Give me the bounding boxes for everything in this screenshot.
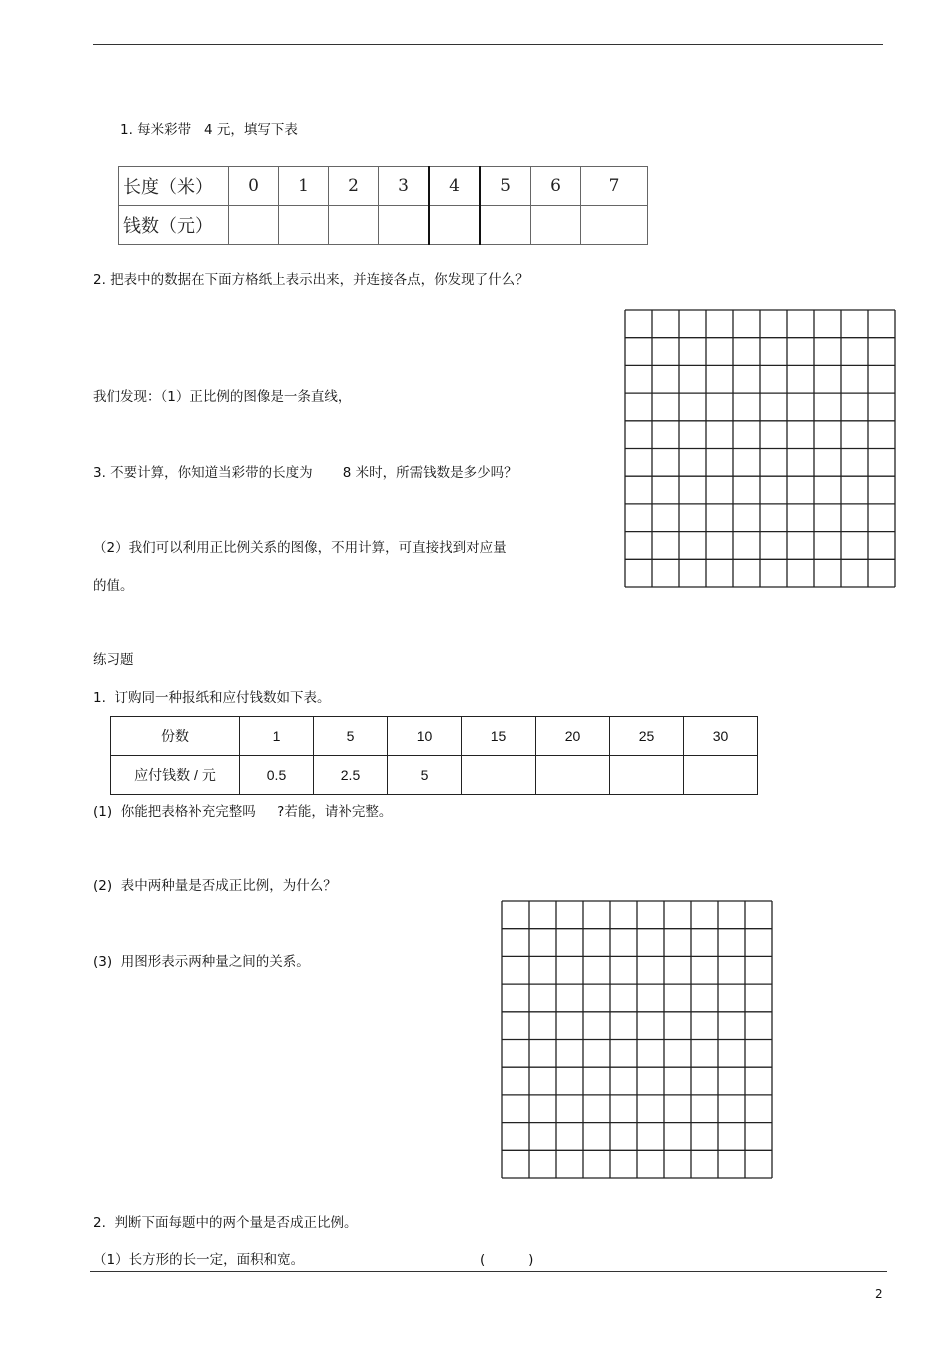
- payment-cell: [462, 756, 536, 795]
- finding-2: （2）我们可以利用正比例关系的图像，不用计算，可直接找到对应量: [93, 540, 507, 556]
- length-cell: 7: [581, 167, 648, 206]
- table-row: [119, 167, 648, 206]
- grid-paper-1: [624, 309, 896, 588]
- payment-cell: [610, 756, 684, 795]
- money-cell: [531, 206, 581, 245]
- copies-cell: 5: [314, 717, 388, 756]
- money-cell: [329, 206, 379, 245]
- length-cell: 4: [429, 167, 480, 206]
- sub-question-3: (3) 用图形表示两种量之间的关系。: [93, 954, 310, 970]
- sub-question-2: (2) 表中两种量是否成正比例，为什么？: [93, 878, 337, 894]
- payment-cell: [684, 756, 758, 795]
- exercise-1: 1. 订购同一种报纸和应付钱数如下表。: [93, 690, 331, 706]
- table-row: [111, 756, 758, 795]
- table-row: [119, 206, 648, 245]
- ribbon-price-table: [118, 166, 648, 245]
- payment-cell: 5: [388, 756, 462, 795]
- copies-cell: 1: [240, 717, 314, 756]
- length-cell: 3: [379, 167, 430, 206]
- copies-cell: 15: [462, 717, 536, 756]
- question-2: 2. 把表中的数据在下面方格纸上表示出来，并连接各点，你发现了什么？: [93, 272, 529, 288]
- exercise-2-item-1: （1）长方形的长一定，面积和宽。: [93, 1252, 305, 1268]
- header-rule: [93, 44, 883, 45]
- length-cell: 0: [229, 167, 279, 206]
- money-cell: [480, 206, 531, 245]
- copies-cell: 30: [684, 717, 758, 756]
- money-cell: [379, 206, 430, 245]
- money-cell: [581, 206, 648, 245]
- payment-cell: 0.5: [240, 756, 314, 795]
- money-cell: [229, 206, 279, 245]
- table-row: [111, 717, 758, 756]
- footer-rule: [90, 1271, 887, 1272]
- question-1: 1. 每米彩带 4 元，填写下表: [120, 122, 298, 138]
- grid-paper-2: [501, 900, 773, 1179]
- question-3: 3. 不要计算，你知道当彩带的长度为 8 米时，所需钱数是多少吗？: [93, 465, 518, 481]
- payment-cell: [536, 756, 610, 795]
- copies-header: 份数: [111, 717, 240, 756]
- length-header: 长度（米）: [119, 167, 229, 206]
- copies-cell: 20: [536, 717, 610, 756]
- page-number: 2: [875, 1287, 883, 1301]
- money-header: 钱数（元）: [119, 206, 229, 245]
- payment-header: 应付钱数 / 元: [111, 756, 240, 795]
- length-cell: 6: [531, 167, 581, 206]
- exercise-2: 2. 判断下面每题中的两个量是否成正比例。: [93, 1215, 358, 1231]
- payment-cell: 2.5: [314, 756, 388, 795]
- sub-question-1: (1) 你能把表格补充完整吗 ?若能，请补完整。: [93, 804, 393, 820]
- money-cell: [429, 206, 480, 245]
- finding-2-cont: 的值。: [93, 578, 134, 594]
- exercises-title: 练习题: [93, 652, 134, 668]
- newspaper-table: [110, 716, 758, 795]
- copies-cell: 25: [610, 717, 684, 756]
- money-cell: [279, 206, 329, 245]
- answer-blank[interactable]: ( ): [480, 1252, 534, 1268]
- copies-cell: 10: [388, 717, 462, 756]
- length-cell: 5: [480, 167, 531, 206]
- finding-1: 我们发现：（1）正比例的图像是一条直线，: [93, 389, 352, 405]
- length-cell: 2: [329, 167, 379, 206]
- length-cell: 1: [279, 167, 329, 206]
